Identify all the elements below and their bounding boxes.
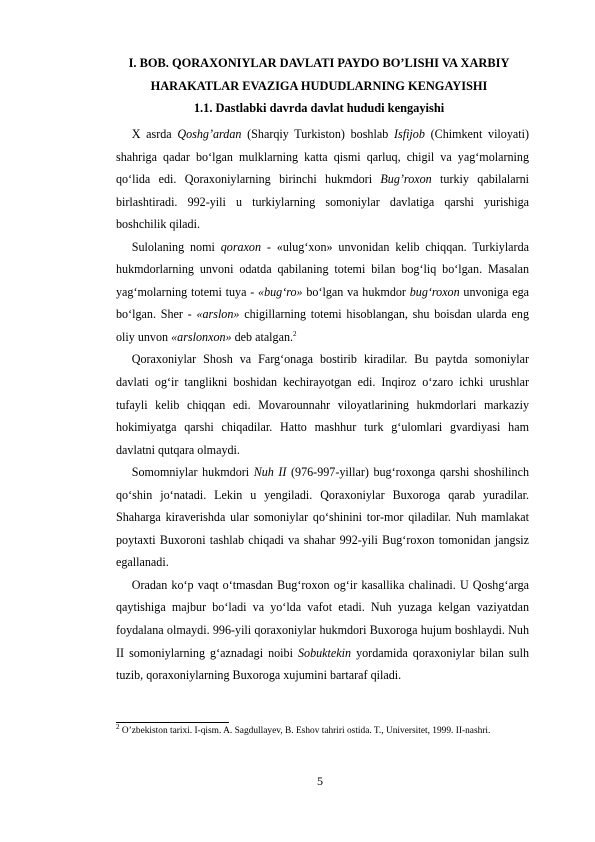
footnote-mark: 2 — [116, 722, 120, 731]
section-title: 1.1. Dastlabki davrda davlat hududi kengayishi — [193, 101, 445, 115]
paragraph-1: X asrda Qoshg’ardan (Sharqiy Turkiston) boshlab Isfijob (Chimkent viloyati) shahriga qadar bo‘lgan mulklarning katta qismi qarluq, chigil va yag‘molarning qo‘lida edi. Qoraxoniylarning birinchi hukmdori Bug’roxon turkiy qabilalarni birlashtiradi. 992-yili u turkiylarning somoniylar davlatiga qarshi yurishiga boshchilik qiladi. — [116, 127, 530, 232]
footnote-text: O’zbekiston tarixi. I-qism. A. Sagdullayev, B. Eshov tahriri ostida. T., Universitet, 1999. II-nashri. — [119, 726, 491, 736]
body-text — [116, 123, 529, 687]
paragraph-4: Somomniylar hukmdori Nuh II (976-997-yillar) bug‘roxonga qarshi shoshilinch qo‘shin jo‘natadi. Lekin u yengiladi. Qoraxoniylar Buxoroga qarab yuradilar. Shaharga kiraverishda ular somoniylar qo‘shinini tor-mor qiladilar. Nuh mamlakat poytaxti Buxoroni tashlab chiqadi va shahar 992-yili Bug‘roxon tomonidan jangsiz egallanadi. — [116, 465, 529, 570]
paragraph-2: Sulolaning nomi qoraxon - «ulug‘xon» unvonidan kelib chiqqan. Turkiylarda hukmdorlarning unvoni odatda qabilaning totemi bilan bog‘liq bo‘lgan. Masalan yag‘molarning totemi tuya - «bug‘ro» bo‘lgan va hukmdor bug‘roxon unvoniga ega bo‘lgan. Sher - «arslon» chigillarning totemi hisoblangan, shu boisdan ularda eng oliy unvon «arslonxon» deb atalgan.$^2$ — [116, 239, 530, 344]
footnote-divider — [116, 722, 229, 723]
footnote — [116, 722, 546, 738]
chapter-title-line-1: I. BOB. QORAXONIYLAR DAVLATI PAYDO BO’LISHI VA XARBIY — [128, 56, 510, 70]
page-number: 5 — [317, 774, 323, 788]
footnote-reference[interactable]: 2 — [293, 329, 297, 338]
paragraph-3: Qoraxoniylar Shosh va Farg‘onaga bostirib kiradilar. Bu paytda somoniylar davlati og‘ir tanglikni boshidan kechirayotgan edi. Inqiroz o‘zaro ichki urushlar tufayli kelib chiqqan edi. Movarounnahr viloyatlarining hukmdorlari markaziy hokimiyatga qarshi chiqadilar. Hatto mashhur turk g‘ulomlari gvardiyasi ham davlatni qutqara olmaydi. — [116, 352, 529, 457]
chapter-title-line-2: HARAKATLAR EVAZIGA HUDUDLARNING KENGAYISHI — [150, 79, 488, 93]
paragraph-5: Oradan ko‘p vaqt o‘tmasdan Bug‘roxon og‘ir kasallika chalinadi. U Qoshg‘arga qaytishiga majbur bo‘ladi va yo‘lda vafot etadi. Nuh yuzaga kelgan vaziyatdan foydalana olmaydi. 996-yili qoraxoniylar hukmdori Buxoroga hujum boshlaydi. Nuh II somoniylarning g‘aznadagi noibi Sobuktekin yordamida qoraxoniylar bilan sulh tuzib, qoraxoniylarning Buxoroga xujumini bartaraf qiladi. — [116, 577, 529, 683]
